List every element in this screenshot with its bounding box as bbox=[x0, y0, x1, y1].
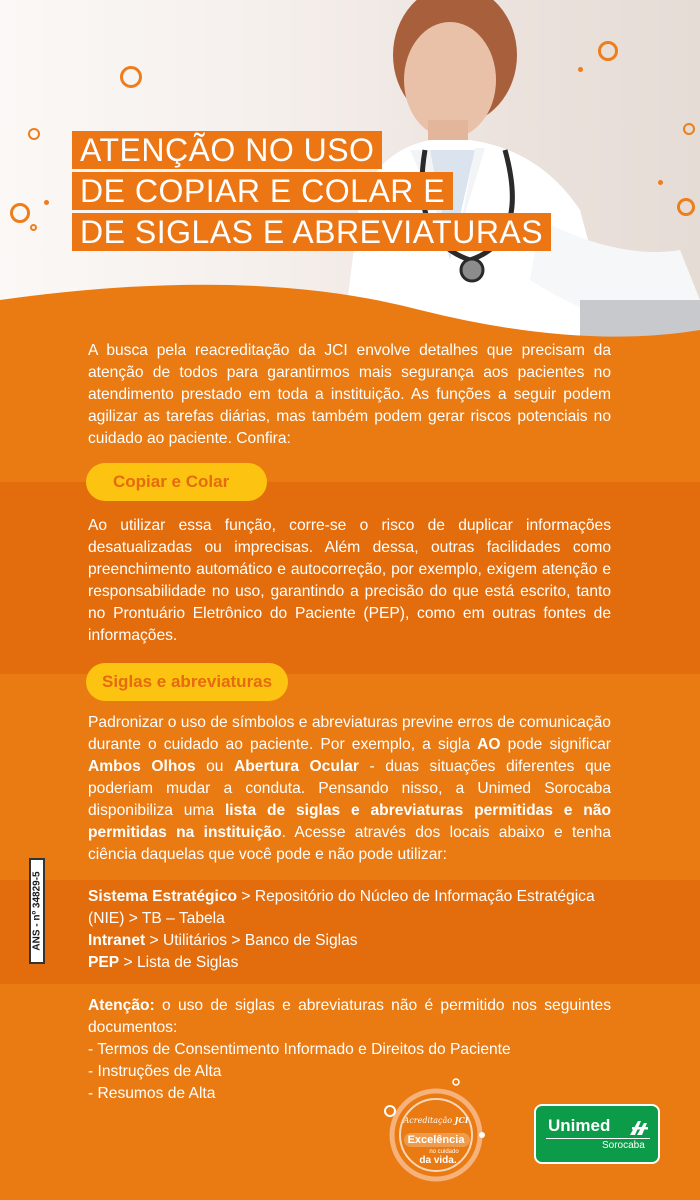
decor-ring bbox=[28, 128, 40, 140]
logo-name: Unimed bbox=[548, 1116, 611, 1135]
ans-registration-tag bbox=[29, 858, 45, 964]
attention-list bbox=[88, 1039, 611, 1105]
decor-ring bbox=[120, 66, 142, 88]
seal-excellence-text: Excelência bbox=[407, 1134, 465, 1146]
section-label-abbreviations: Siglas e abreviaturas bbox=[86, 663, 288, 701]
decor-ring bbox=[30, 224, 37, 231]
page-title-line-1: ATENÇÃO NO USO bbox=[72, 131, 382, 169]
location-item: Sistema Estratégico > Repositório do Núcleo de Informação Estratégica (NIE) > TB – Tabela bbox=[88, 888, 595, 927]
logo-divider bbox=[546, 1138, 650, 1139]
decor-ring bbox=[677, 198, 695, 216]
attention-item: - Instruções de Alta bbox=[88, 1063, 222, 1080]
attention-paragraph: Atenção: o uso de siglas e abreviaturas não é permitido nos seguintes documentos: bbox=[88, 997, 611, 1036]
unimed-logo bbox=[534, 1104, 660, 1164]
decor-dot bbox=[658, 180, 663, 185]
location-item: PEP > Lista de Siglas bbox=[88, 954, 239, 971]
decor-ring bbox=[10, 203, 30, 223]
abbreviations-paragraph: Padronizar o uso de símbolos e abreviaturas previne erros de comunicação durante o cuidado ao paciente. Por exemplo, a sigla AO pode significar Ambos Olhos ou Abertura Ocular - duas situações diferentes que poderiam mudar a conduta. Pensando nisso, a Unimed Sorocaba disponibiliza uma lista de siglas e abreviaturas permitidas e não permitidas na instituição. Acesse através dos locais abaixo e tenha ciência daquelas que você pode e não pode utilizar: bbox=[88, 714, 611, 863]
page-title-line-2: DE COPIAR E COLAR E bbox=[72, 172, 453, 210]
logo-city: Sorocaba bbox=[602, 1140, 645, 1151]
page-title-line-3: DE SIGLAS E ABREVIATURAS bbox=[72, 213, 551, 251]
decor-dot bbox=[44, 200, 49, 205]
ans-registration-label: ANS - nº 34829-5 bbox=[31, 871, 43, 951]
intro-paragraph: A busca pela reacreditação da JCI envolve detalhes que precisam da atenção de todos para garantirmos mais segurança aos pacientes no atendimento prestado em toda a instituição. As funções a seguir podem agilizar as tarefas diárias, mas também podem gerar riscos potenciais no cuidado ao paciente. Confira: bbox=[88, 342, 611, 447]
seal-accreditation-text: Acreditação bbox=[403, 1116, 453, 1125]
decor-ring bbox=[683, 123, 695, 135]
attention-item: - Resumos de Alta bbox=[88, 1085, 216, 1102]
unimed-tree-icon bbox=[628, 1119, 650, 1137]
section-label-copy-paste: Copiar e Colar bbox=[86, 463, 267, 501]
seal-care-text: no cuidado bbox=[429, 1149, 459, 1155]
decor-ring bbox=[598, 41, 618, 61]
location-item: Intranet > Utilitários > Banco de Siglas bbox=[88, 932, 358, 949]
svg-text:Acreditação JCI: Acreditação JCI bbox=[403, 1115, 469, 1125]
copy-paste-paragraph: Ao utilizar essa função, corre-se o risco de duplicar informações desatualizadas ou imprecisas. Além dessa, outras facilidades como preenchimento automático e autocorreção, por exemplo, exigem atenção e responsabilidade no uso, garantindo a precisão do que está escrito, tanto no Prontuário Eletrônico do Paciente (PEP), como em outras fontes de informações. bbox=[88, 517, 611, 644]
seal-life-text: da vida. bbox=[419, 1155, 457, 1166]
accreditation-seal-icon bbox=[380, 1075, 492, 1187]
decor-dot bbox=[578, 67, 583, 72]
attention-item: - Termos de Consentimento Informado e Direitos do Paciente bbox=[88, 1041, 511, 1058]
locations-list bbox=[88, 886, 611, 974]
